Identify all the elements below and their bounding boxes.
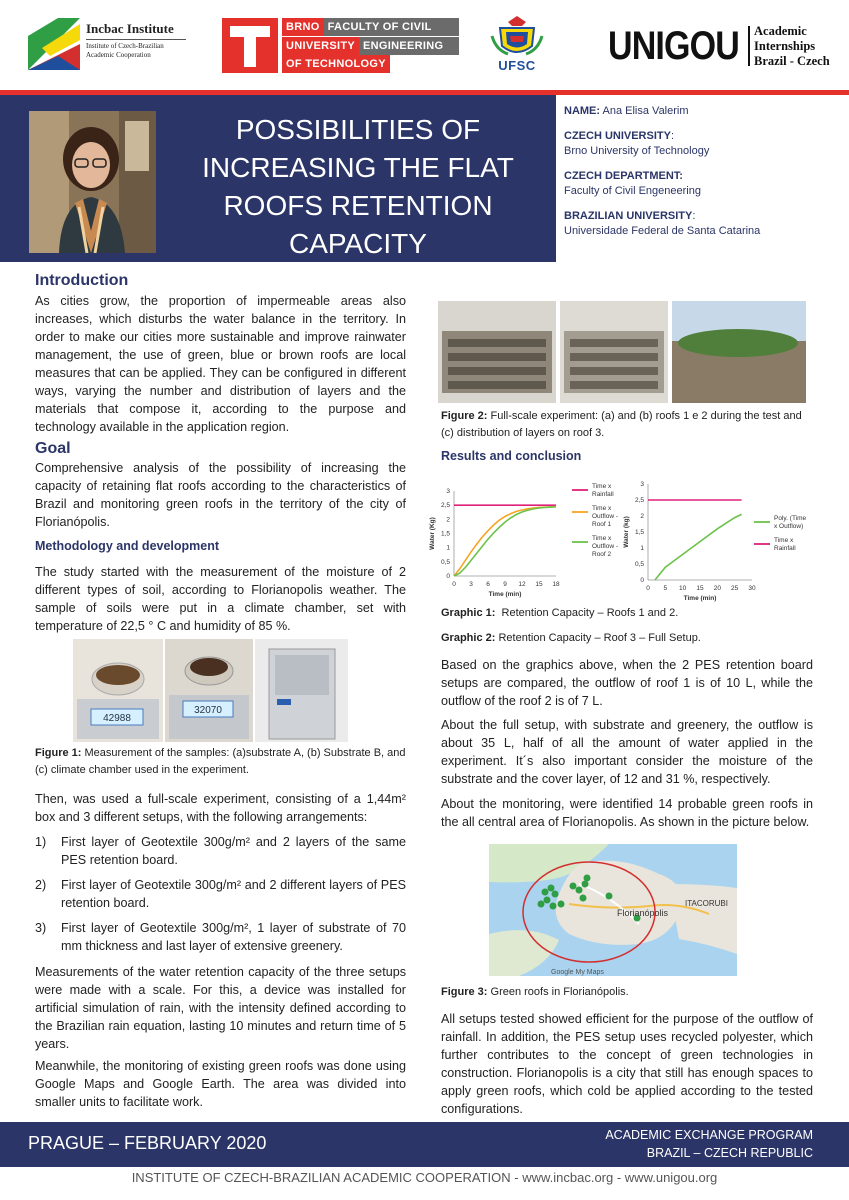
czech-uni-value: Brno University of Technology <box>564 145 710 157</box>
incbac-sub2: Academic Cooperation <box>86 51 151 59</box>
legend-label: Time x Outflow -Roof 1 <box>592 505 619 528</box>
poster-title: POSSIBILITIES OF INCREASING THE FLAT ROOFS RETENTION CAPACITY <box>202 114 514 259</box>
x-tick-label: 15 <box>535 581 543 588</box>
x-tick-label: 12 <box>518 581 526 588</box>
results-p1: Based on the graphics above, when the 2 PES retention board setups are compared, the outflow of roof 1 is of 10 L, while the outflow of the roof 2 is of 7 L. <box>441 658 813 708</box>
ufsc-text: UFSC <box>498 58 536 73</box>
brno-r1b: FACULTY OF CIVIL <box>324 18 459 36</box>
name-label: NAME: <box>564 105 601 117</box>
list-item <box>35 876 406 912</box>
list-item-number: 1) <box>35 835 47 849</box>
graphic-1-chart <box>426 478 630 602</box>
x-tick-label: 18 <box>552 581 560 588</box>
graphic-1-label: Graphic 1: <box>441 607 496 619</box>
author-info: NAME: Ana Elisa Valerim CZECH UNIVERSITY: Brno University of Technology CZECH DEPARTMENT: Faculty of Civil Engeneering BRAZILIAN UNIVERSITY: Universidade Federal de Santa Catarina <box>564 104 844 249</box>
list-item-text: First layer of Geotextile 300g/m² and 2 different layers of PES retention board. <box>61 878 406 910</box>
unigou-subtitle <box>754 24 830 69</box>
map-label-google: Google My Maps <box>551 969 604 976</box>
figure-2-label: Figure 2: <box>441 410 488 422</box>
method-heading: Methodology and development <box>35 539 220 553</box>
y-tick-label: 0,5 <box>440 558 450 566</box>
x-tick-label: 30 <box>748 585 756 592</box>
x-tick-label: 3 <box>469 581 473 588</box>
graphic-2-text: Retention Capacity – Roof 3 – Full Setup. <box>498 632 701 644</box>
figure-1-label: Figure 1: <box>35 747 82 759</box>
method-text: The study started with the measurement of the moisture of 2 different types of soil, according to Florianopolis weather. The sample of soils were put in a climate chamber, set with temperature of 22,5 ° C and humidity of 85 %. <box>35 565 406 633</box>
brno-t-icon <box>222 18 278 73</box>
unigou-logo <box>608 22 833 72</box>
brno-r2b: ENGINEERING <box>359 37 459 55</box>
map-label-city: Florianópolis <box>617 908 669 918</box>
footer-location-date: PRAGUE – FEBRUARY 2020 <box>28 1133 267 1153</box>
y-tick-label: 2,5 <box>634 497 644 504</box>
incbac-subtitle <box>86 42 164 60</box>
figure-3-map <box>489 844 737 976</box>
y-tick-label: 1 <box>640 545 644 552</box>
figure-1-text: Measurement of the samples: (a)substrate A, (b) Substrate B, and (c) climate chamber used in the experiment. <box>35 747 406 776</box>
figure-3-label: Figure 3: <box>441 986 488 998</box>
unigou-sub2: Internships <box>754 39 816 53</box>
y-tick-label: 3 <box>446 488 450 495</box>
y-tick-label: 3 <box>640 481 644 488</box>
results-p4: All setups tested showed efficient for the purpose of the outflow of rainfall. In addition, the PES setup uses recycled polyester, which further contributes to the concept of green technologies in construction. Florianopolis is a city that still has enough spaces to apply green roofs, which cold be applied according to the tested configurations. <box>441 1012 813 1116</box>
graphic-2-caption <box>441 630 813 647</box>
results-p3: About the monitoring, were identified 14 probable green roofs in the all central area of Florianopolis. As shown in the picture below. <box>441 797 813 829</box>
incbac-name: Incbac Institute <box>86 21 174 36</box>
unigou-divider <box>748 26 750 66</box>
intro-heading: Introduction <box>35 272 129 289</box>
list-item-text: First layer of Geotextile 300g/m² and 2 layers of the same PES retention board. <box>61 835 406 867</box>
graphic-2-chart <box>618 474 814 606</box>
x-tick-label: 10 <box>679 585 687 592</box>
brno-r2a: UNIVERSITY <box>282 37 359 55</box>
x-axis-label: Time (min) <box>683 595 717 602</box>
scale-readout-2: 32070 <box>194 705 222 716</box>
list-item-number: 3) <box>35 921 47 935</box>
results-heading: Results and conclusion <box>441 449 582 463</box>
y-tick-label: 1,5 <box>634 529 644 536</box>
unigou-sub1: Academic <box>754 24 807 38</box>
br-uni-label: BRAZILIAN UNIVERSITY <box>564 210 693 222</box>
brno-logo <box>222 18 459 73</box>
czech-uni-label: CZECH UNIVERSITY <box>564 130 671 142</box>
br-uni-value: Universidade Federal de Santa Catarina <box>564 225 761 237</box>
measure-text: Measurements of the water retention capacity of the three setups were made with a scale. For this, a device was installed for artificial simulation of rain, with the intensity defined according to the Brazilian rain equation, lasting 10 minutes and return time of 5 years. <box>35 965 406 1051</box>
legend-label: Poly. (Time x Outflow) <box>774 515 807 530</box>
graphic-1-text: Retention Capacity – Roofs 1 and 2. <box>501 607 679 619</box>
x-axis-label: Time (min) <box>488 591 522 598</box>
brno-text <box>282 18 459 74</box>
x-tick-label: 5 <box>663 585 668 592</box>
x-tick-label: 20 <box>713 585 721 592</box>
series-line <box>655 514 742 580</box>
ufsc-logo <box>486 14 548 78</box>
graphic-1-caption <box>441 605 813 622</box>
goal-text: Comprehensive analysis of the possibility of increasing the capacity of retaining flat roofs according to the characteristics of Brazil and monitoring green roofs in the territory of the city of Florianópolis. <box>35 461 406 529</box>
x-tick-label: 15 <box>696 585 704 592</box>
brno-r1a: BRNO <box>282 18 324 36</box>
brno-r3: OF TECHNOLOGY <box>282 55 390 73</box>
series-line <box>454 507 556 576</box>
x-tick-label: 0 <box>646 585 650 592</box>
figure-1-image <box>73 639 348 742</box>
x-tick-label: 9 <box>503 581 507 588</box>
legend-label: Time x Outflow -Roof 2 <box>592 535 619 558</box>
author-photo <box>29 111 156 253</box>
y-axis-label: Water (Kg) <box>429 517 436 550</box>
figure-2-caption <box>441 408 813 442</box>
footer-program-line2: BRAZIL – CZECH REPUBLIC <box>646 1146 813 1160</box>
y-tick-label: 1 <box>446 544 450 552</box>
czech-dept-label: CZECH DEPARTMENT: <box>564 170 683 182</box>
incbac-divider <box>86 39 186 40</box>
unigou-word: UNIGOU <box>608 24 739 68</box>
czech-dept-value: Faculty of Civil Engeneering <box>564 185 701 197</box>
y-tick-label: 1,5 <box>440 530 450 538</box>
legend-label: Time x Rainfall <box>774 537 796 552</box>
then-text: Then, was used a full-scale experiment, consisting of a 1,44m² box and 3 different setups, with the following arrangements: <box>35 792 406 824</box>
y-tick-label: 2 <box>446 516 450 524</box>
scale-readout-1: 42988 <box>103 713 131 724</box>
name-value: Ana Elisa Valerim <box>602 105 689 117</box>
list-item <box>35 919 406 955</box>
incbac-flag-icon <box>28 18 80 70</box>
figure-2-image <box>438 301 806 403</box>
unigou-sub3: Brazil - Czech <box>754 54 830 68</box>
footer-program-line1: ACADEMIC EXCHANGE PROGRAM <box>605 1128 813 1142</box>
y-tick-label: 2 <box>640 513 644 520</box>
ufsc-crest-icon <box>486 14 548 60</box>
intro-text: As cities grow, the proportion of impermeable areas also increases, which disturbs the water balance in the territory. In order to make our cities more sustainable and improve rainwater management, the use of green, blue or brown roofs are local measures that can be applied. They can be configured in different ways, varying the number and distribution of layers and the materials that compose it, according to the purpose and technology available in the application region. <box>35 294 406 434</box>
map-label-itacorubi: ITACORUBI <box>685 899 728 908</box>
meanwhile-text: Meanwhile, the monitoring of existing green roofs was done using Google Maps and Google Earth. The area was divided into smaller units to facilitate work. <box>35 1059 406 1109</box>
legend-label: Time x Rainfall <box>592 483 614 498</box>
graphic-2-label: Graphic 2: <box>441 632 496 644</box>
y-tick-label: 2,5 <box>440 502 450 510</box>
figure-3-text: Green roofs in Florianópolis. <box>490 986 629 998</box>
incbac-logo <box>28 18 188 70</box>
x-tick-label: 25 <box>731 585 739 592</box>
y-axis-label: Water (kg) <box>623 516 630 548</box>
footer-institute: INSTITUTE OF CZECH-BRAZILIAN ACADEMIC COOPERATION - www.incbac.org - www.unigou.org <box>131 1170 718 1185</box>
goal-heading: Goal <box>35 440 71 457</box>
list-item-text: First layer of Geotextile 300g/m², 1 layer of substrate of 70 mm thickness and last layer of extensive greenery. <box>61 921 406 953</box>
incbac-sub1: Institute of Czech-Brazilian <box>86 42 164 50</box>
results-p2: About the full setup, with substrate and greenery, the outflow is about 35 L, half of all the amount of water applied in the experiment. It´s also important consider the moisture of the substrate and the cover layer, of 12 and 31 %, respectively. <box>441 718 813 786</box>
footer-program <box>540 1126 813 1162</box>
x-tick-label: 6 <box>486 581 490 588</box>
x-tick-label: 0 <box>452 581 456 588</box>
figure-1-caption <box>35 745 410 779</box>
list-item <box>35 833 406 869</box>
figure-3-caption <box>441 984 813 1001</box>
y-tick-label: 0,5 <box>634 561 644 568</box>
list-item-number: 2) <box>35 878 47 892</box>
figure-2-text: Full-scale experiment: (a) and (b) roofs 1 e 2 during the test and (c) distribution of layers on roof 3. <box>441 410 802 439</box>
y-tick-label: 0 <box>446 573 450 580</box>
y-tick-label: 0 <box>640 577 644 584</box>
